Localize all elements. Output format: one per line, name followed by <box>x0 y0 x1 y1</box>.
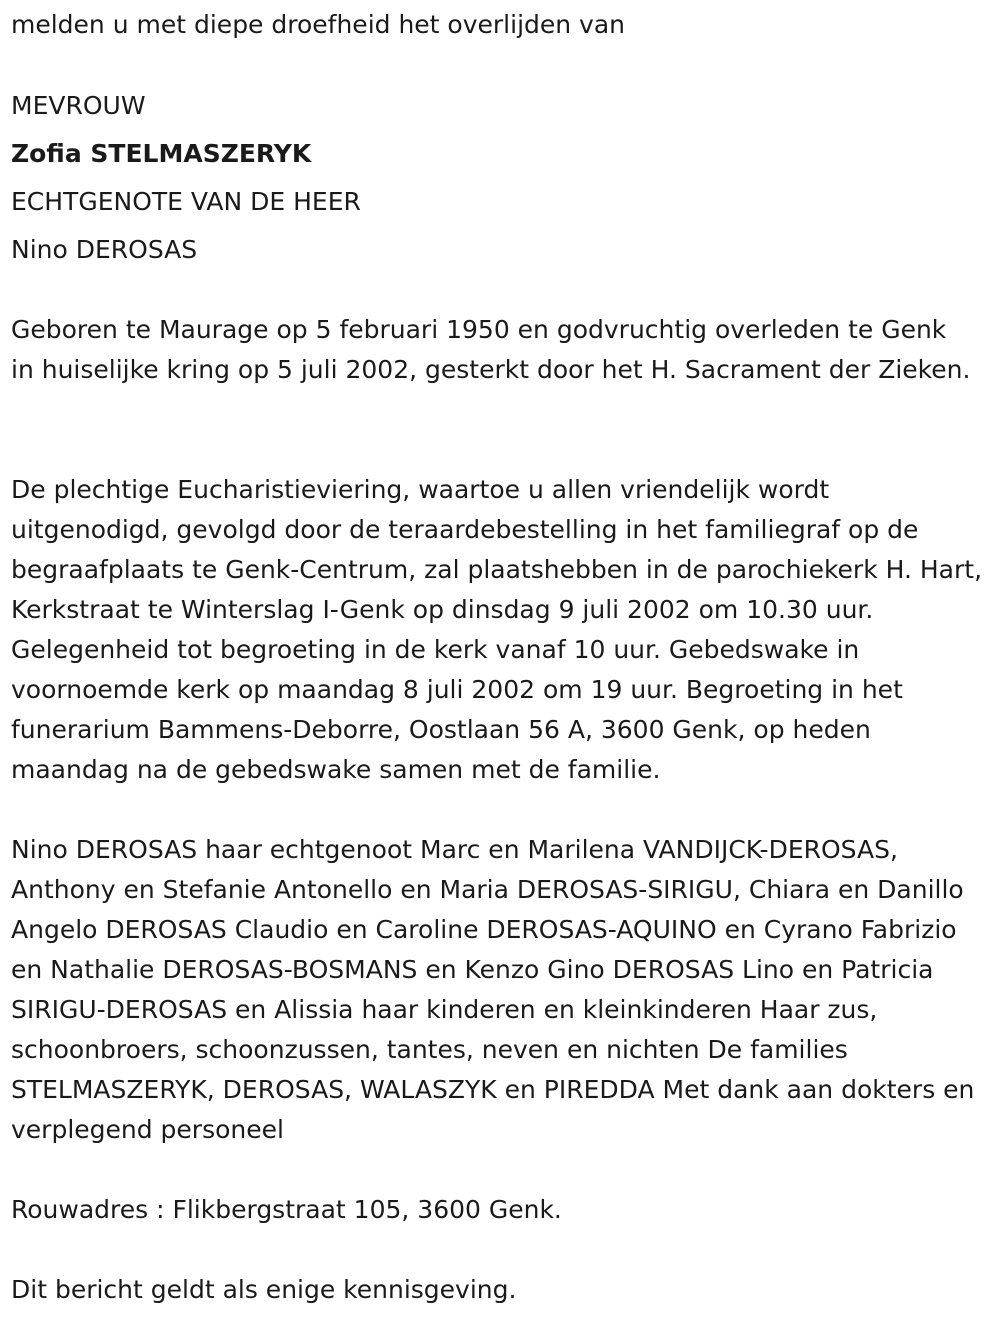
ceremony-paragraph: De plechtige Eucharistieviering, waartoe u allen vriendelijk wordt uitgenodigd, gevolgd door de teraardebestelling in het familiegraf op de begraafplaats te Genk-Centrum, zal plaatshebben in de parochiekerk H. Hart, Kerkstraat te Winterslag I-Genk op dinsdag 9 juli 2002 om 10.30 uur. Gelegenheid tot begroeting in de kerk vanaf 10 uur. Gebedswake in voornoemde kerk op maandag 8 juli 2002 om 19 uur. Begroeting in het funerarium Bammens-Deborre, Oostlaan 56 A, 3600 Genk, op heden maandag na de gebedswake samen met de familie. <box>11 475 983 784</box>
intro-line: melden u met diepe droefheid het overlijden van <box>11 10 626 39</box>
deceased-name: Zofia STELMASZERYK <box>11 139 312 168</box>
notice-line: Dit bericht geldt als enige kennisgeving. <box>11 1275 517 1304</box>
deceased-title: MEVROUW <box>11 91 146 120</box>
mourning-address: Rouwadres : Flikbergstraat 105, 3600 Genk. <box>11 1195 562 1224</box>
spouse-name: Nino DEROSAS <box>11 235 198 264</box>
spouse-title: ECHTGENOTE VAN DE HEER <box>11 187 361 216</box>
birth-death-paragraph: Geboren te Maurage op 5 februari 1950 en godvruchtig overleden te Genk in huiselijke kring op 5 juli 2002, gesterkt door het H. Sacrament der Zieken. <box>11 315 971 384</box>
family-paragraph: Nino DEROSAS haar echtgenoot Marc en Marilena VANDIJCK-DEROSAS, Anthony en Stefanie Antonello en Maria DEROSAS-SIRIGU, Chiara en Danillo Angelo DEROSAS Claudio en Caroline DEROSAS-AQUINO en Cyrano Fabrizio en Nathalie DEROSAS-BOSMANS en Kenzo Gino DEROSAS Lino en Patricia SIRIGU-DEROSAS en Alissia haar kinderen en kleinkinderen Haar zus, schoonbroers, schoonzussen, tantes, neven en nichten De families STELMASZERYK, DEROSAS, WALASZYK en PIREDDA Met dank aan dokters en verplegend personeel <box>11 835 975 1144</box>
